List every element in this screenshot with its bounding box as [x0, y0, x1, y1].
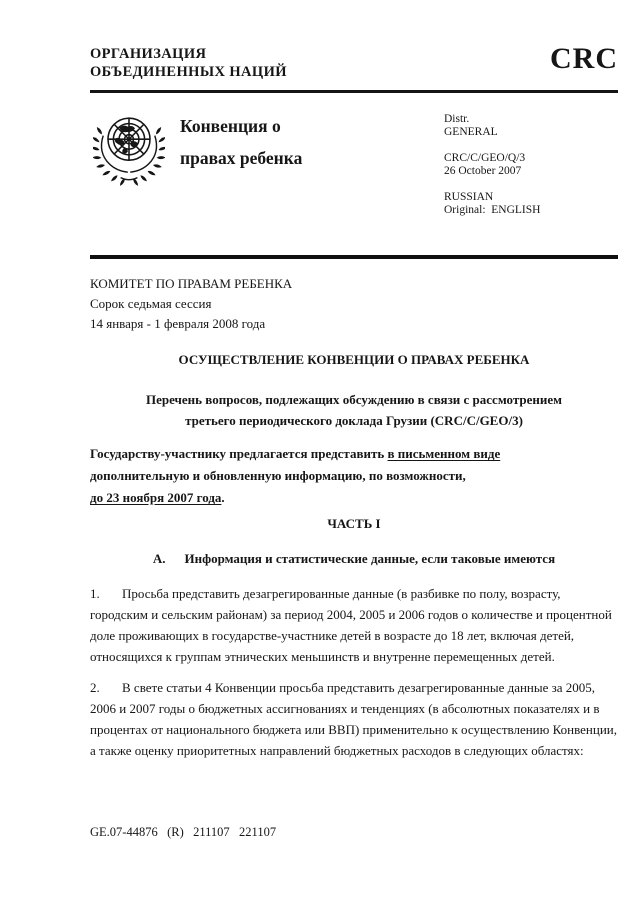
original-language: Original: ENGLISH	[444, 204, 541, 216]
org-name-line1: ОРГАНИЗАЦИЯ	[90, 46, 207, 62]
committee-name: КОМИТЕТ ПО ПРАВАМ РЕБЕНКА	[90, 276, 293, 291]
subtitle-line2: третьего периодического доклада Грузии (CRC/C/GEO/3)	[185, 413, 523, 428]
un-emblem-icon	[93, 108, 165, 186]
paragraph-2-text: В свете статьи 4 Конвенции просьба представить дезагрегированные данные за 2005, 2006 и 2007 годы о бюджетных ассигнованиях и тенденциях (в абсолютных показателях и в процентах от национального бюджета или ВВП) применительно к осуществлению Конвенции, а также оценку приоритетных направлений бюджетных расходов в следующих областях:	[90, 680, 617, 758]
paragraph-1-number: 1.	[90, 586, 100, 601]
footer-reference: GE.07-44876 (R) 211107 221107	[90, 825, 277, 839]
notice-underline-1: в письменном виде	[387, 446, 501, 461]
session-dates: 14 января - 1 февраля 2008 года	[90, 316, 266, 331]
document-subtitle	[90, 389, 618, 431]
convention-title	[180, 108, 302, 230]
distr-value: GENERAL	[444, 126, 498, 138]
org-name	[90, 45, 287, 81]
notice-underline-2: до 23 ноября 2007 года	[90, 490, 222, 505]
notice-text-1: Государству-участнику предлагается представить	[90, 446, 388, 461]
notice-text-3: .	[221, 490, 225, 505]
divider-rule	[90, 255, 618, 259]
paragraph-1	[90, 583, 618, 667]
paragraph-2	[90, 677, 618, 761]
document-language: RUSSIAN	[444, 191, 494, 203]
doc-code: CRC	[550, 42, 618, 75]
document-title: ОСУЩЕСТВЛЕНИЕ КОНВЕНЦИИ О ПРАВАХ РЕБЕНКА	[178, 352, 530, 367]
distr-label: Distr.	[444, 113, 470, 125]
symbol-group	[444, 152, 618, 178]
session-block	[90, 274, 618, 334]
page-header	[90, 0, 618, 93]
org-name-line2: ОБЪЕДИНЕННЫХ НАЦИЙ	[90, 64, 287, 80]
language-group	[444, 191, 618, 217]
session-number: Сорок седьмая сессия	[90, 296, 212, 311]
part-heading: ЧАСТЬ I	[327, 516, 381, 531]
notice-text-2: дополнительную и обновленную информацию, по возможности,	[90, 468, 466, 483]
document-date: 26 October 2007	[444, 165, 522, 177]
convention-title-line2: правах ребенка	[180, 148, 303, 168]
submission-notice	[90, 443, 618, 509]
subtitle-line1: Перечень вопросов, подлежащих обсуждению в связи с рассмотрением	[146, 392, 562, 407]
convention-title-line1: Конвенция о	[180, 116, 281, 136]
section-a-heading	[90, 550, 618, 568]
paragraph-2-number: 2.	[90, 680, 100, 695]
document-symbol: CRC/C/GEO/Q/3	[444, 152, 526, 164]
section-title: Информация и статистические данные, если таковые имеются	[184, 551, 556, 566]
paragraph-1-text: Просьба представить дезагрегированные данные (в разбивке по полу, возрасту, городским и сельским районам) за период 2004, 2005 и 2006 годов о количестве и процентной доле проживающих в государстве-участнике детей в возрасте до 18 лет, включая детей, относящихся к группам этнических меньшинств и внутренне перемещенных детей.	[90, 586, 612, 664]
distr-group	[444, 113, 618, 139]
masthead	[90, 108, 618, 230]
section-letter: А.	[152, 551, 166, 566]
distribution-block	[444, 108, 618, 230]
